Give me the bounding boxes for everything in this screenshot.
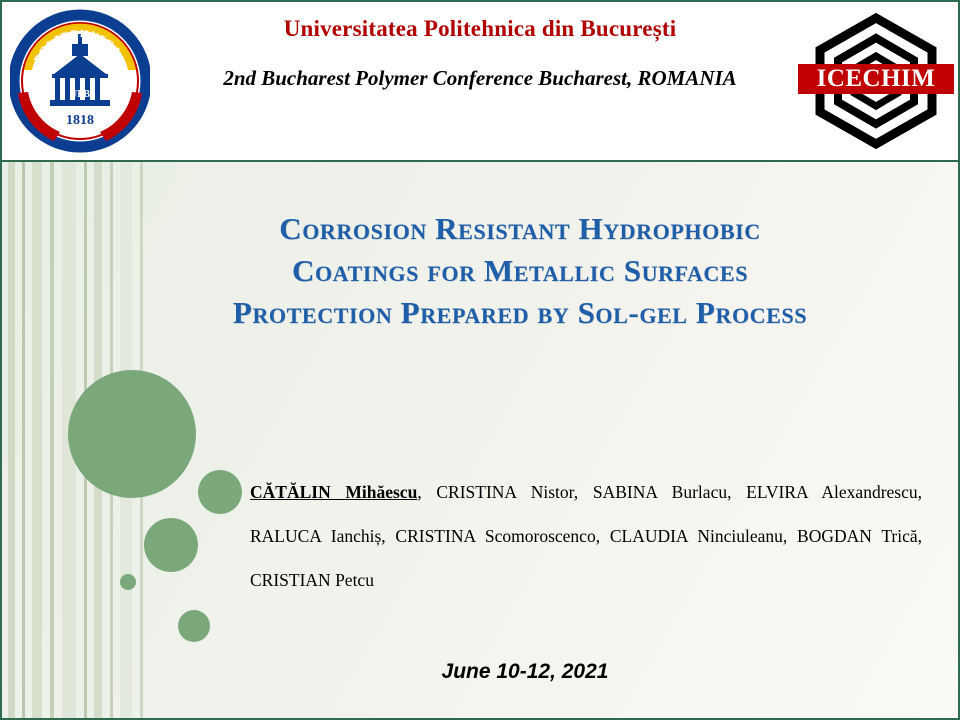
icechim-logo <box>806 8 946 154</box>
icechim-wordmark: ICECHIM <box>798 64 954 94</box>
stripe <box>32 160 42 720</box>
other-authors: , CRISTINA Nistor, SABINA Burlacu, ELVIRA Alexandrescu, RALUCA Ianchiș, CRISTINA Scomoroscenco, CLAUDIA Ninciuleanu, BOGDAN Trică, CRISTIAN Petcu <box>250 482 922 590</box>
decorative-circle <box>144 518 198 572</box>
title-line-3: Protection Prepared by Sol-gel Process <box>232 295 808 330</box>
decorative-circle <box>120 574 136 590</box>
upb-logo-svg <box>10 8 150 154</box>
svg-text:UPB: UPB <box>70 89 90 100</box>
decorative-circle <box>68 370 196 498</box>
decorative-circle <box>178 610 210 642</box>
stripe <box>50 160 54 720</box>
svg-text:POLITEHNICA: POLITEHNICA <box>31 27 125 65</box>
decorative-circle <box>198 470 242 514</box>
slide-title <box>122 208 918 334</box>
upb-logo <box>10 8 150 154</box>
stripe <box>22 160 25 720</box>
title-line-1: Corrosion Resistant Hydrophobic <box>279 211 761 246</box>
stripe <box>8 160 15 720</box>
conference-name: 2nd Bucharest Polymer Conference Bucharest, ROMANIA <box>223 66 737 90</box>
title-line-2: Coatings for Metallic Surfaces <box>291 253 749 288</box>
author-list <box>250 470 922 602</box>
upb-logo-year: 1818 <box>66 113 94 128</box>
event-date: June 10-12, 2021 <box>441 660 609 683</box>
university-name: Universitatea Politehnica din București <box>283 16 677 41</box>
lead-author: CĂTĂLIN Mihăescu <box>250 482 418 502</box>
slide-header <box>2 2 958 160</box>
